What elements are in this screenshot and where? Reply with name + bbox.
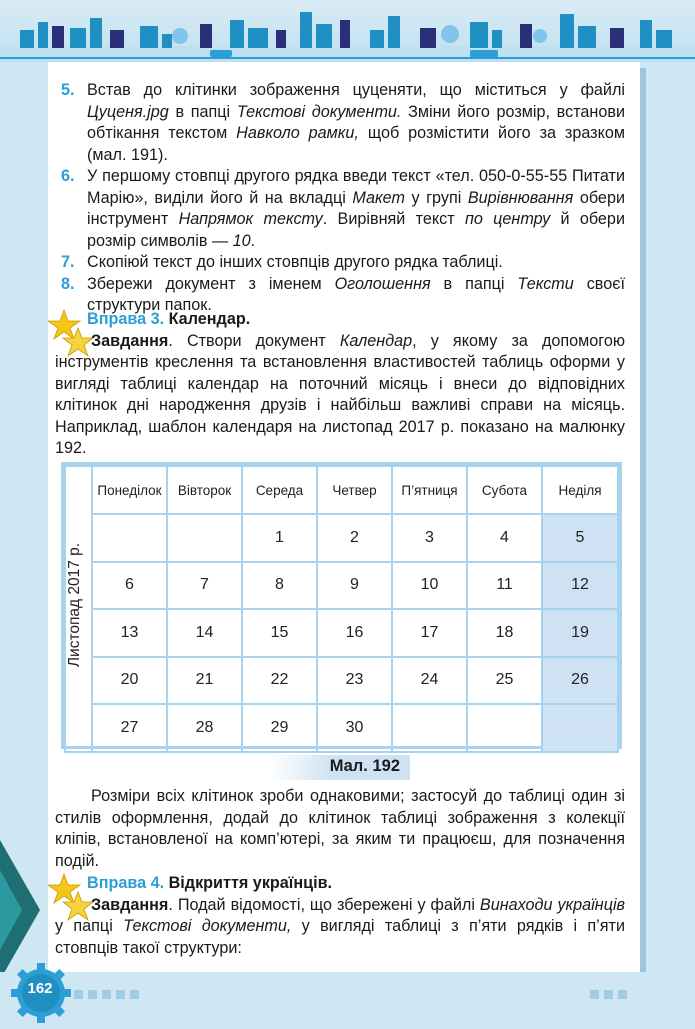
caption-text: Мал. 192: [329, 757, 400, 775]
decorative-square: [130, 990, 139, 999]
list-item: 5. Встав до клітинки зображення цуценяти, що міститься у файлі Цуценя.jpg в папці Текстові документи. Зміни його розмір, встанови обтікання текстом Навколо рамки, щоб розмістити його за зразком (мал. 191).: [61, 81, 626, 164]
day-cell: 18: [467, 609, 542, 657]
table-row: [65, 657, 618, 705]
day-cell: 16: [317, 609, 392, 657]
decorative-square: [618, 990, 627, 999]
exercise-task: Завдання. Створи документ Календар, у якому за допомогою інструментів креслення та встановлення властивостей таблиць оформи у вигляді таблиці календар на поточний місяць і внеси до відповідних клітинок дні народження друзів і найбільш важливі справи на місяць. Наприклад, шаблон календаря на листопад 2017 р. показано на малюнку 192.: [55, 331, 626, 457]
day-cell: [467, 704, 542, 752]
exercise-4: [55, 873, 625, 959]
decorative-shape: [0, 840, 48, 980]
exercise-title: Вправа 3. Календар.: [87, 310, 251, 328]
day-cell: 3: [392, 514, 467, 562]
list-item: 7. Скопіюй текст до інших стовпців другого рядка таблиці.: [55, 252, 625, 274]
day-cell: [392, 704, 467, 752]
sunday-cell: 5: [542, 514, 618, 562]
month-label: Листопад 2017 р.: [65, 542, 83, 667]
list-item: 6. У першому стовпці другого рядка введи текст «тел. 050-0-55-55 Питати Марію», виділи його й на вкладці Макет у групі Вирівнювання обери інструмент Напрямок тексту. Вирівняй текст по центру й обери розмір символів — 10.: [61, 167, 625, 250]
day-cell: 10: [392, 562, 467, 610]
step-number: 8.: [61, 274, 75, 293]
footer-band: [0, 972, 695, 1029]
header-cell: Понеділок: [92, 466, 167, 514]
day-cell: 29: [242, 704, 317, 752]
day-cell: 1: [242, 514, 317, 562]
header-cell: Середа: [242, 466, 317, 514]
sunday-cell: 26: [542, 657, 618, 705]
table-row: [65, 562, 618, 610]
day-cell: [167, 514, 242, 562]
decorative-square: [604, 990, 613, 999]
day-cell: 30: [317, 704, 392, 752]
day-cell: 25: [467, 657, 542, 705]
sunday-cell: 19: [542, 609, 618, 657]
day-cell: 27: [92, 704, 167, 752]
table-row: [65, 514, 618, 562]
decorative-square: [590, 990, 599, 999]
day-cell: 17: [392, 609, 467, 657]
list-item: 8. Збережи документ з іменем Оголошення в папці Тексти своєї структури папок.: [61, 274, 625, 314]
decorative-square: [74, 990, 83, 999]
day-cell: 14: [167, 609, 242, 657]
table-row: [65, 466, 618, 514]
page-number: 162: [27, 980, 53, 997]
day-cell: 9: [317, 562, 392, 610]
day-cell: 28: [167, 704, 242, 752]
calendar-instructions: Розміри всіх клітинок зроби однаковими; застосуй до таблиці один зі стилів оформлення, додай до клітинок таблиці зображення з колекції кліпів, встановленої на комп’ютері, за яким ти працюєш, для позначення подій.: [55, 787, 625, 870]
exercise-3: [55, 309, 625, 460]
header-cell: П’ятниця: [392, 466, 467, 514]
day-cell: 8: [242, 562, 317, 610]
calendar-table: [61, 462, 622, 749]
header-cell: Вівторок: [167, 466, 242, 514]
calendar-grid: [64, 465, 619, 753]
day-cell: 6: [92, 562, 167, 610]
sunday-cell: [542, 704, 618, 752]
header-cell: Субота: [467, 466, 542, 514]
table-row: [65, 609, 618, 657]
step-number: 5.: [61, 81, 75, 99]
cityscape-illustration: [0, 0, 695, 62]
figure-caption: [270, 755, 410, 780]
table-row: [65, 704, 618, 752]
step-number: 6.: [61, 167, 75, 185]
day-cell: 7: [167, 562, 242, 610]
day-cell: 24: [392, 657, 467, 705]
sunday-cell: 12: [542, 562, 618, 610]
header-cell: Четвер: [317, 466, 392, 514]
day-cell: 13: [92, 609, 167, 657]
decorative-square: [88, 990, 97, 999]
header-cell: Неділя: [542, 466, 618, 514]
day-cell: 4: [467, 514, 542, 562]
day-cell: 21: [167, 657, 242, 705]
decorative-square: [102, 990, 111, 999]
day-cell: 11: [467, 562, 542, 610]
day-cell: 20: [92, 657, 167, 705]
step-number: 7.: [61, 253, 75, 271]
day-cell: 15: [242, 609, 317, 657]
day-cell: 2: [317, 514, 392, 562]
day-cell: [92, 514, 167, 562]
steps-list: [55, 80, 625, 317]
day-cell: 22: [242, 657, 317, 705]
exercise-task: Завдання. Подай відомості, що збережені у файлі Винаходи українців у папці Текстові документи, у вигляді таблиці з п’яти рядків і п’яти стовпців такої структури:: [55, 895, 625, 957]
decorative-square: [116, 990, 125, 999]
exercise-title: Вправа 4. Відкриття українців.: [87, 874, 333, 892]
day-cell: 23: [317, 657, 392, 705]
